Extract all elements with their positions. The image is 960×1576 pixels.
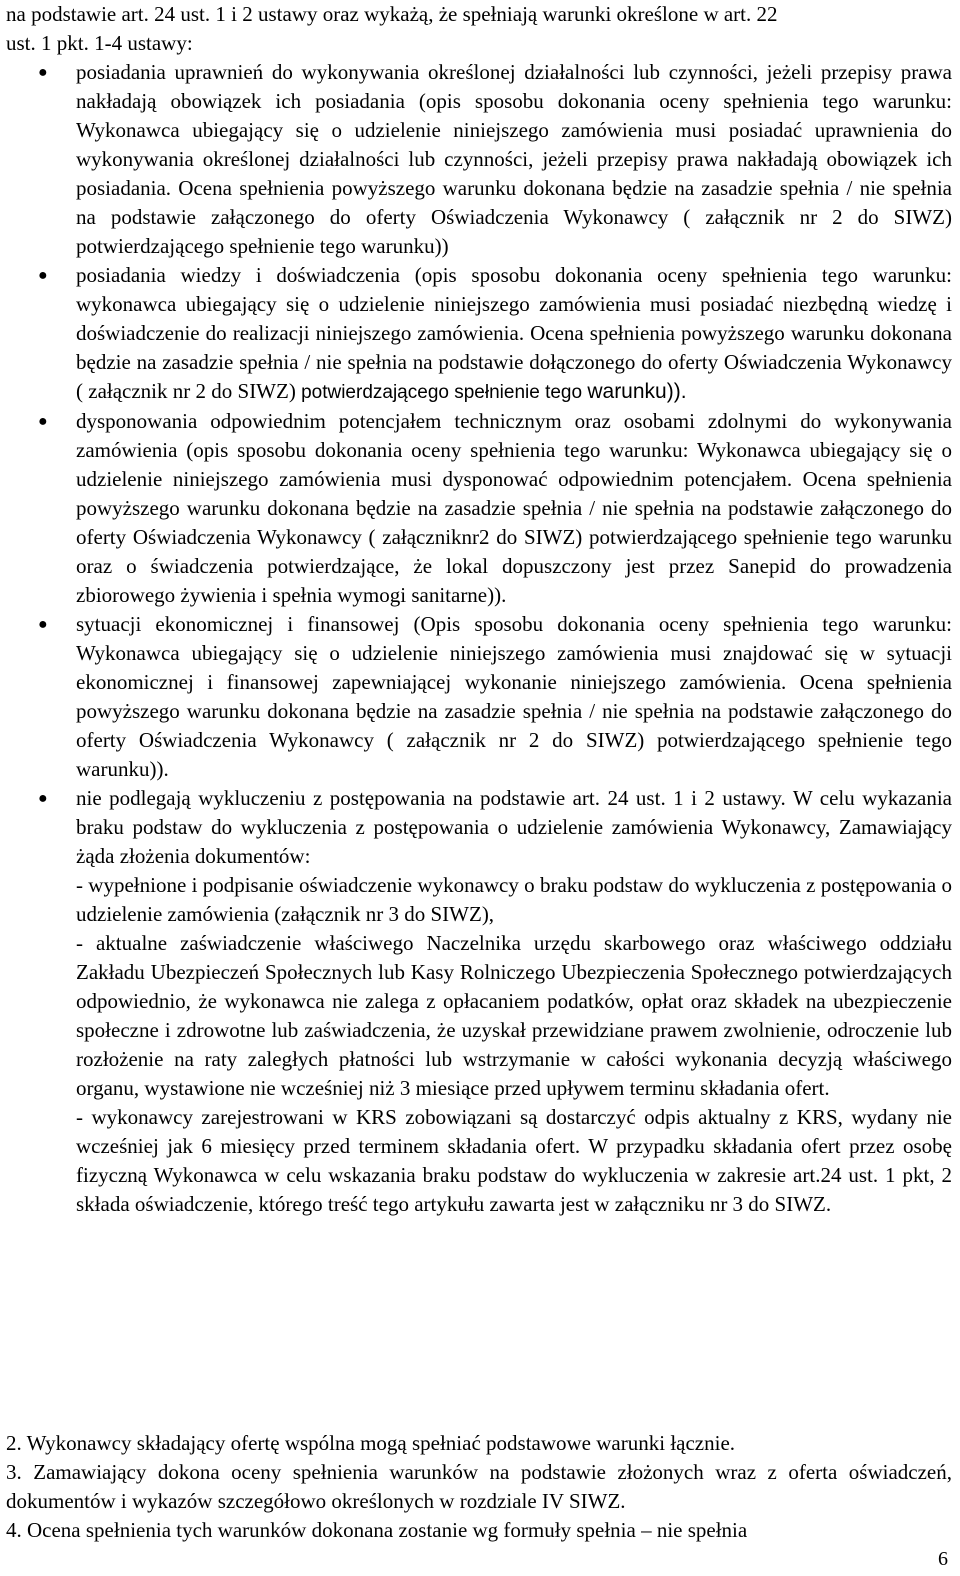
list-item-sytuacja — [0, 610, 960, 784]
list-item-subparagraph: - wykonawcy zarejestrowani w KRS zobowiązani są dostarczyć odpis aktualny z KRS, wydany nie wcześniej jak 6 miesięcy przed terminem składania ofert. W przypadku składania ofert przez osobę fizyczną Wykonawca w celu wskazania braku podstaw do wykluczenia w zakresie art.24 ust. 1 pkt, 2 składa oświadczenie, którego treść tego artykułu zawarta jest w załączniku nr 3 do SIWZ. — [76, 1105, 952, 1216]
list-item-text: dysponowania odpowiednim potencjałem technicznym oraz osobami zdolnymi do wykonywania zamówienia (opis sposobu dokonania oceny spełnienia tego warunku: Wykonawca ubiegający się o udzielenie niniejszego zamówienia musi dysponować odpowiednim potencjałem. Ocena spełnienia powyższego warunku dokonana będzie na zasadzie spełnia / nie spełnia na podstawie załączonego do oferty Oświadczenia Wykonawcy ( załączniknr2 do SIWZ) potwierdzającego spełnienie tego warunku oraz o świadczenia potwierdzające, że lokal dopuszczony jest przez Sanepid do prowadzenia zbiorowego żywienia i spełnia wymogi sanitarne)). — [76, 409, 952, 607]
list-item-subparagraph: - aktualne zaświadczenie właściwego Naczelnika urzędu skarbowego oraz właściwego oddziału Zakładu Ubezpieczeń Społecznych lub Kasy Rolniczego Ubezpieczenia Społecznego potwierdzających odpowiednio, że wykonawca nie zalega z opłacaniem podatków, opłat oraz składek na ubezpieczenie społeczne i zdrowotne lub zaświadczenia, że uzyskał przewidziane prawem zwolnienie, odroczenie lub rozłożenie na raty zaległych płatności lub wstrzymanie w całości wykonania decyzją właściwego organu, wystawione nie wcześniej niż 3 miesiące przed upływem terminu składania ofert. — [76, 931, 952, 1100]
bullet-icon: ● — [38, 790, 48, 807]
list-item-text: nie podlegają wykluczeniu z postępowania na podstawie art. 24 ust. 1 i 2 ustawy. W celu wykazania braku podstaw do wykluczenia z postępowania o udzielenie zamówienia Wykonawcy, Zamawiający żąda złożenia dokumentów: — [76, 786, 952, 868]
list-item-uprawnienia — [0, 58, 960, 261]
bullet-icon: ● — [38, 64, 48, 81]
list-item-text: posiadania uprawnień do wykonywania określonej działalności lub czynności, jeżeli przepisy prawa nakładają obowiązek ich posiadania (opis sposobu dokonania oceny spełnienia tego warunku: Wykonawca ubiegający się o udzielenie niniejszego zamówienia musi posiadać uprawnienia do wykonywania określonej działalności lub czynności, jeżeli przepisy prawa nakładają obowiązek ich posiadania. Ocena spełnienia powyższego warunku dokonana będzie na zasadzie spełnia / nie spełnia na podstawie załączonego do oferty Oświadczenia Wykonawcy ( załącznik nr 2 do SIWZ) potwierdzającego spełnienie tego warunku)) — [76, 60, 952, 258]
conditions-list — [0, 58, 960, 1219]
list-item-text-sans: potwierdzającego spełnienie tego — [301, 382, 588, 403]
numbered-point: 3. Zamawiający dokona oceny spełnienia warunków na podstawie złożonych wraz z oferta oświadczeń, dokumentów i wykazów szczegółowo określonych w rozdziale IV SIWZ. — [6, 1460, 952, 1513]
intro-line: ust. 1 pkt. 1-4 ustawy: — [6, 31, 193, 55]
bullet-icon: ● — [38, 616, 48, 633]
numbered-point: 4. Ocena spełnienia tych warunków dokonana zostanie wg formuły spełnia – nie spełnia — [6, 1518, 748, 1542]
intro-text — [0, 0, 960, 58]
numbered-points — [0, 1429, 960, 1545]
list-item-subparagraph: - wypełnione i podpisanie oświadczenie wykonawcy o braku podstaw do wykluczenia z postępowania o udzielenie zamówienia (załącznik nr 3 do SIWZ), — [76, 873, 952, 926]
bullet-icon: ● — [38, 267, 48, 284]
page-number: 6 — [938, 1548, 948, 1570]
list-item-wiedza — [0, 261, 960, 407]
list-item-text: sytuacji ekonomicznej i finansowej (Opis sposobu dokonania oceny spełnienia tego warunku: Wykonawca ubiegający się o udzielenie niniejszego zamówienia musi znajdować się w sytuacji ekonomicznej i finansowej zapewniającej wykonanie niniejszego zamówienia. Ocena spełnienia powyższego warunku dokonana będzie na zasadzie spełnia / nie spełnia na podstawie załączonego do oferty Oświadczenia Wykonawcy ( załącznik nr 2 do SIWZ) potwierdzającego spełnienie tego warunku)). — [76, 612, 952, 781]
list-item-wykluczenie — [0, 784, 960, 1219]
list-item-text-sans: warunku)). — [587, 380, 687, 403]
list-item-text — [76, 261, 952, 407]
numbered-point: 2. Wykonawcy składający ofertę wspólna mogą spełniać podstawowe warunki łącznie. — [6, 1431, 736, 1455]
intro-line: na podstawie art. 24 ust. 1 i 2 ustawy oraz wykażą, że spełniają warunki określone w art. 22 — [6, 2, 778, 26]
list-item-text-part: posiadania wiedzy i doświadczenia (opis sposobu dokonania oceny spełnienia tego warunku: wykonawca ubiegający się o udzielenie niniejszego zamówienia musi posiadać niezbędną wiedzę i doświadczenie do realizacji niniejszego zamówienia. Ocena spełnienia powyższego warunku dokonana będzie na zasadzie spełnia / nie spełnia na podstawie dołączonego do oferty Oświadczenia Wykonawcy ( załącznik nr 2 do SIWZ) — [76, 263, 952, 403]
bullet-icon: ● — [38, 413, 48, 430]
list-item-potencjal — [0, 407, 960, 610]
